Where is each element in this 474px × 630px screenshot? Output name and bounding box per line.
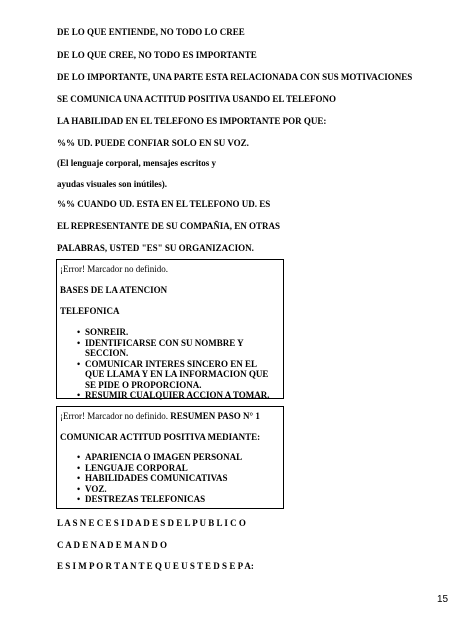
list-item: • APARIENCIA O IMAGEN PERSONAL (77, 452, 277, 463)
error-bookmark-text: ¡Error! Marcador no definido. (60, 411, 168, 421)
error-bookmark-text: ¡Error! Marcador no definido. (60, 264, 168, 274)
text-line: DE LO IMPORTANTE, UNA PARTE ESTA RELACIONADA CON SUS MOTIVACIONES (57, 72, 413, 82)
text-line: %% UD. PUEDE CONFIAR SOLO EN SU VOZ. (57, 138, 249, 148)
summary-box (56, 406, 284, 509)
text-line: %% CUANDO UD. ESTA EN EL TELEFONO UD. ES (57, 199, 271, 209)
text-line: ayudas visuales son inútiles). (57, 179, 168, 189)
text-line: LA HABILIDAD EN EL TELEFONO ES IMPORTANTE POR QUE: (57, 116, 327, 126)
text-line: SE COMUNICA UNA ACTITUD POSITIVA USANDO EL TELEFONO (57, 94, 336, 104)
list-item: • VOZ. (77, 484, 277, 495)
text-line: PALABRAS, USTED "ES" SU ORGANIZACION. (57, 243, 254, 253)
bullet-list (77, 327, 277, 401)
list-item: • LENGUAJE CORPORAL (77, 463, 277, 474)
list-item: • HABILIDADES COMUNICATIVAS (77, 473, 277, 484)
list-item: • RESUMIR CUALQUIER ACCION A TOMAR. (77, 390, 277, 401)
summary-title-line (60, 411, 260, 422)
spaced-heading: L A S N E C E S I D A D E S D E L P U B L I C O (57, 518, 246, 528)
box-heading: COMUNICAR ACTITUD POSITIVA MEDIANTE: (60, 432, 261, 442)
summary-title: RESUMEN PASO N° 1 (170, 411, 260, 421)
text-line: (El lenguaje corporal, mensajes escritos y (57, 158, 216, 168)
list-item: • DESTREZAS TELEFONICAS (77, 494, 277, 505)
list-item: • COMUNICAR INTERES SINCERO EN EL QUE LLAMA Y EN LA INFORMACION QUE SE PIDE O PROPORCIONA. (77, 359, 277, 391)
list-item: • IDENTIFICARSE CON SU NOMBRE Y SECCION. (77, 338, 277, 359)
text-line: DE LO QUE CREE, NO TODO ES IMPORTANTE (57, 50, 257, 60)
bookmark-box-bases (56, 259, 284, 399)
text-line: EL REPRESENTANTE DE SU COMPAÑIA, EN OTRAS (57, 221, 280, 231)
spaced-heading: C A D E N A D E M A N D O (57, 540, 168, 550)
bullet-list (77, 452, 277, 505)
page-number: 15 (437, 594, 449, 605)
list-item: • SONREIR. (77, 327, 277, 338)
box-heading: TELEFONICA (60, 306, 120, 316)
text-line: DE LO QUE ENTIENDE, NO TODO LO CREE (57, 27, 245, 37)
box-heading: BASES DE LA ATENCION (60, 285, 168, 295)
spaced-heading: E S I M P O R T A N T E Q U E U S T E D S E P A: (57, 561, 254, 571)
